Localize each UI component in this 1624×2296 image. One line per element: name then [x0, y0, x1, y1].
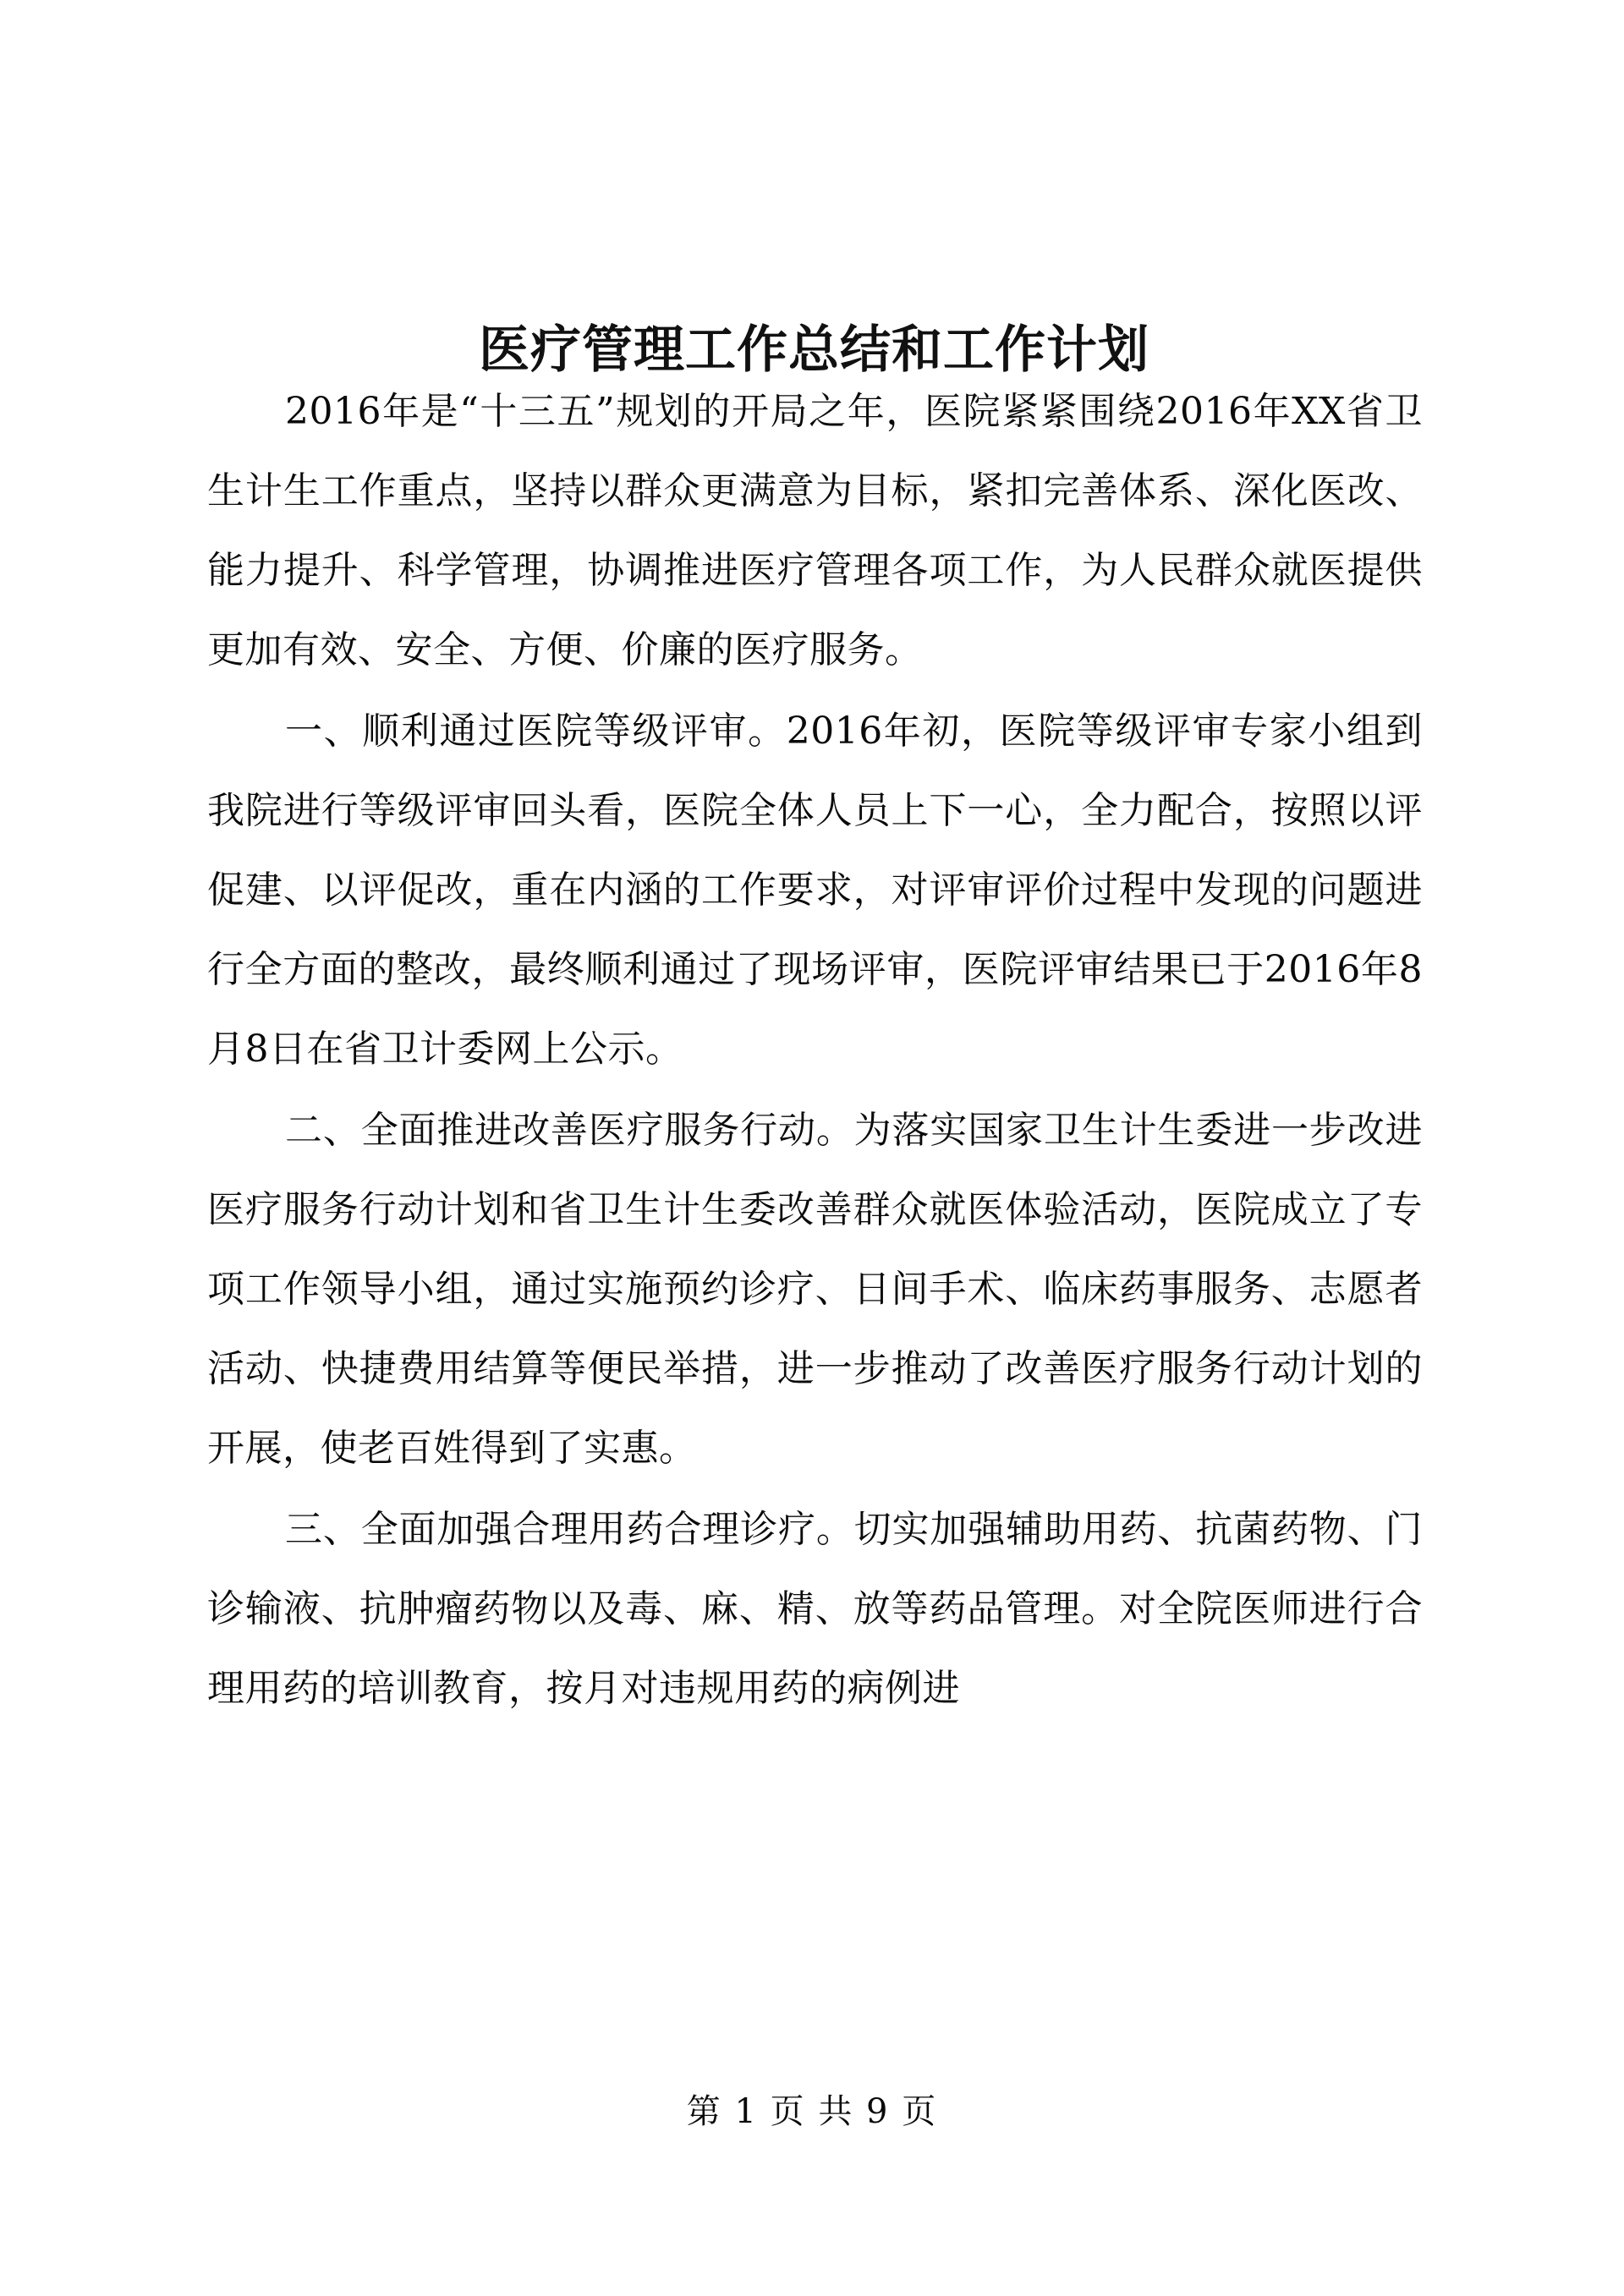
- page-footer: 第 1 页 共 9 页: [686, 2092, 938, 2131]
- paragraph-section-three: 三、全面加强合理用药合理诊疗。切实加强辅助用药、抗菌药物、门诊输液、抗肿瘤药物以及毒、麻、精、放等药品管理。对全院医师进行合理用药的培训教育，按月对违规用药的病例进: [207, 1508, 1423, 1710]
- paragraph-section-one: 一、顺利通过医院等级评审。2016年初，医院等级评审专家小组到我院进行等级评审回头看，医院全体人员上下一心，全力配合，按照以评促建、以评促改，重在内涵的工作要求，对评审评价过程中发现的问题进行全方面的整改，最终顺利通过了现场评审，医院评审结果已于2016年8月8日在省卫计委网上公示。: [207, 710, 1423, 1071]
- page-title: 医疗管理工作总结和工作计划: [479, 321, 1149, 381]
- paragraph-intro: 2016年是“十三五”规划的开局之年，医院紧紧围绕2016年XX省卫生计生工作重点，坚持以群众更满意为目标，紧扣完善体系、深化医改、能力提升、科学管理，协调推进医疗管理各项工作，为人民群众就医提供更加有效、安全、方便、价廉的医疗服务。: [207, 390, 1423, 671]
- document-body: [207, 372, 1423, 1729]
- paragraph-section-two: 二、全面推进改善医疗服务行动。为落实国家卫生计生委进一步改进医疗服务行动计划和省卫生计生委改善群众就医体验活动，医院成立了专项工作领导小组，通过实施预约诊疗、日间手术、临床药事服务、志愿者活动、快捷费用结算等便民举措，进一步推动了改善医疗服务行动计划的开展，使老百姓得到了实惠。: [207, 1109, 1423, 1470]
